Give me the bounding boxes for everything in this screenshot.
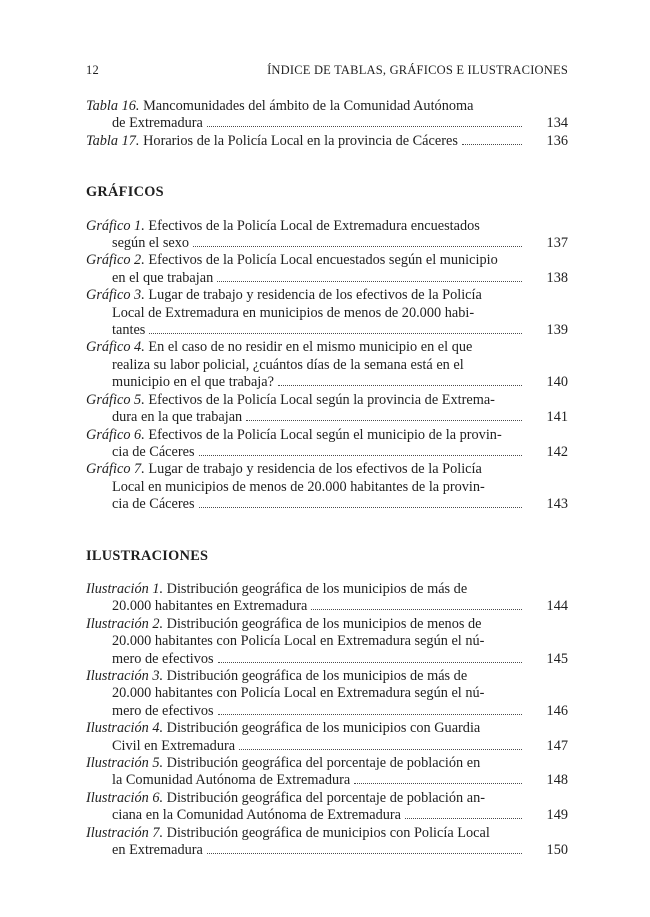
entry-label: Gráfico 6.	[86, 426, 145, 443]
entry-page-number: 136	[546, 132, 568, 149]
entry-page-number: 150	[546, 842, 568, 859]
entry-label: Gráfico 5.	[86, 391, 145, 408]
leader-dots	[218, 713, 522, 715]
entry-page-number: 148	[546, 772, 568, 789]
entry-title-line: cia de Cáceres	[112, 443, 195, 460]
entry-page-number: 137	[546, 235, 568, 252]
toc-entry[interactable]	[86, 392, 568, 427]
entry-page-number: 147	[546, 737, 568, 754]
entry-title-line: municipio en el que trabaja?	[112, 374, 274, 391]
entry-title-line: ciana en la Comunidad Autónoma de Extremadura	[112, 807, 402, 824]
entry-page-number: 144	[546, 598, 568, 615]
entry-page-number: 139	[546, 322, 568, 339]
toc-entry[interactable]	[86, 790, 568, 825]
toc-entry[interactable]	[86, 755, 568, 790]
entry-label: Ilustración 6.	[86, 789, 164, 806]
leader-dots	[193, 245, 522, 247]
toc-entry[interactable]	[86, 581, 568, 616]
entry-label: Gráfico 3.	[86, 287, 145, 304]
entry-title-line: En el caso de no residir en el mismo municipio en el que	[148, 339, 473, 356]
entry-label: Gráfico 2.	[86, 252, 145, 269]
entry-title-line: Distribución geográfica de municipios con Policía Local	[166, 824, 490, 841]
entry-page-number: 149	[546, 807, 568, 824]
entry-title-line: cia de Cáceres	[112, 496, 195, 513]
entry-title-line: Efectivos de la Policía Local encuestados según el municipio	[148, 252, 498, 269]
entry-title-line: Distribución geográfica del porcentaje de población en	[166, 755, 481, 771]
leader-dots	[199, 454, 522, 456]
entry-title-line: mero de efectivos	[112, 702, 214, 719]
entry-title-line: 20.000 habitantes con Policía Local en Extremadura según el nú-	[112, 685, 485, 702]
entry-label: Ilustración 2.	[86, 615, 164, 632]
running-header	[86, 63, 568, 78]
entry-page-number: 138	[546, 269, 568, 286]
leader-dots	[246, 419, 522, 421]
graficos-list	[86, 218, 568, 514]
entry-title-line: dura en la que trabajan	[112, 409, 243, 426]
entry-title-line: Distribución geográfica de los municipios de menos de	[166, 615, 482, 632]
entry-title-line: Horarios de la Policía Local en la provincia de Cáceres	[143, 132, 458, 149]
entry-title-line: de Extremadura	[112, 115, 203, 132]
leader-dots	[354, 782, 522, 784]
leader-dots	[207, 852, 522, 854]
toc-entry[interactable]	[86, 339, 568, 391]
leader-dots	[217, 280, 522, 282]
entry-page-number: 134	[546, 115, 568, 132]
entry-title-line: Local en municipios de menos de 20.000 habitantes de la provin-	[112, 478, 485, 495]
toc-entry[interactable]	[86, 252, 568, 287]
leader-dots	[207, 125, 522, 127]
entry-title-line: Distribución geográfica del porcentaje de población an-	[166, 789, 485, 806]
entry-title-line: la Comunidad Autónoma de Extremadura	[112, 772, 351, 789]
toc-entry[interactable]	[86, 668, 568, 720]
entry-title-line: realiza su labor policial, ¿cuántos días de la semana está en el	[112, 356, 464, 373]
entry-title-line: Distribución geográfica de los municipios con Guardia	[166, 720, 481, 737]
entry-title-line: Local de Extremadura en municipios de menos de 20.000 habi-	[112, 304, 475, 321]
entry-title-line: mero de efectivos	[112, 650, 214, 667]
leader-dots	[239, 748, 522, 750]
entry-label: Tabla 16.	[86, 98, 140, 114]
leader-dots	[462, 143, 522, 145]
entry-title-line: según el sexo	[112, 235, 190, 252]
entry-title-line: Efectivos de la Policía Local de Extremadura encuestados	[148, 217, 480, 234]
entry-title-line: Lugar de trabajo y residencia de los efectivos de la Policía	[148, 287, 482, 304]
entry-label: Ilustración 3.	[86, 667, 164, 684]
toc-entry[interactable]	[86, 98, 568, 133]
toc-entry[interactable]	[86, 720, 568, 755]
toc-entry[interactable]	[86, 133, 568, 150]
entry-title-line: Efectivos de la Policía Local según el municipio de la provin-	[148, 426, 502, 443]
entry-title-line: 20.000 habitantes en Extremadura	[112, 598, 308, 615]
ilustraciones-list	[86, 581, 568, 860]
tables-list	[86, 98, 568, 150]
leader-dots	[199, 506, 522, 508]
graficos-heading: GRÁFICOS	[86, 184, 164, 201]
entry-title-line: en Extremadura	[112, 842, 203, 859]
ilustraciones-heading: ILUSTRACIONES	[86, 547, 209, 564]
entry-label: Tabla 17.	[86, 132, 140, 149]
toc-entry[interactable]	[86, 461, 568, 513]
entry-title-line: Distribución geográfica de los municipios de más de	[166, 580, 468, 597]
leader-dots	[311, 608, 522, 610]
leader-dots	[218, 661, 522, 663]
entry-page-number: 145	[546, 650, 568, 667]
entry-title-line: Mancomunidades del ámbito de la Comunidad Autónoma	[143, 98, 474, 114]
entry-title-line: tantes	[112, 322, 146, 339]
entry-title-line: en el que trabajan	[112, 269, 214, 286]
entry-label: Ilustración 5.	[86, 755, 164, 771]
toc-entry[interactable]	[86, 616, 568, 668]
leader-dots	[149, 332, 522, 334]
entry-title-line: Lugar de trabajo y residencia de los efectivos de la Policía	[148, 461, 482, 478]
page-number: 12	[86, 63, 99, 77]
toc-entry[interactable]	[86, 825, 568, 860]
entry-label: Ilustración 7.	[86, 824, 164, 841]
toc-entry[interactable]	[86, 287, 568, 339]
entry-page-number: 140	[546, 374, 568, 391]
toc-entry[interactable]	[86, 427, 568, 462]
entry-page-number: 143	[546, 496, 568, 513]
running-title: ÍNDICE DE TABLAS, GRÁFICOS E ILUSTRACIONES	[267, 63, 568, 77]
leader-dots	[405, 817, 522, 819]
entry-page-number: 142	[546, 443, 568, 460]
entry-label: Gráfico 1.	[86, 217, 145, 234]
entry-title-line: Civil en Extremadura	[112, 737, 236, 754]
entry-title-line: 20.000 habitantes con Policía Local en Extremadura según el nú-	[112, 633, 485, 650]
index-content	[86, 98, 568, 859]
entry-page-number: 146	[546, 702, 568, 719]
entry-label: Gráfico 4.	[86, 339, 145, 356]
leader-dots	[278, 384, 522, 386]
entry-label: Ilustración 1.	[86, 580, 164, 597]
entry-title-line: Distribución geográfica de los municipios de más de	[166, 667, 468, 684]
toc-entry[interactable]	[86, 218, 568, 253]
entry-title-line: Efectivos de la Policía Local según la provincia de Extrema-	[148, 391, 495, 408]
entry-page-number: 141	[546, 409, 568, 426]
entry-label: Gráfico 7.	[86, 461, 145, 478]
entry-label: Ilustración 4.	[86, 720, 164, 737]
